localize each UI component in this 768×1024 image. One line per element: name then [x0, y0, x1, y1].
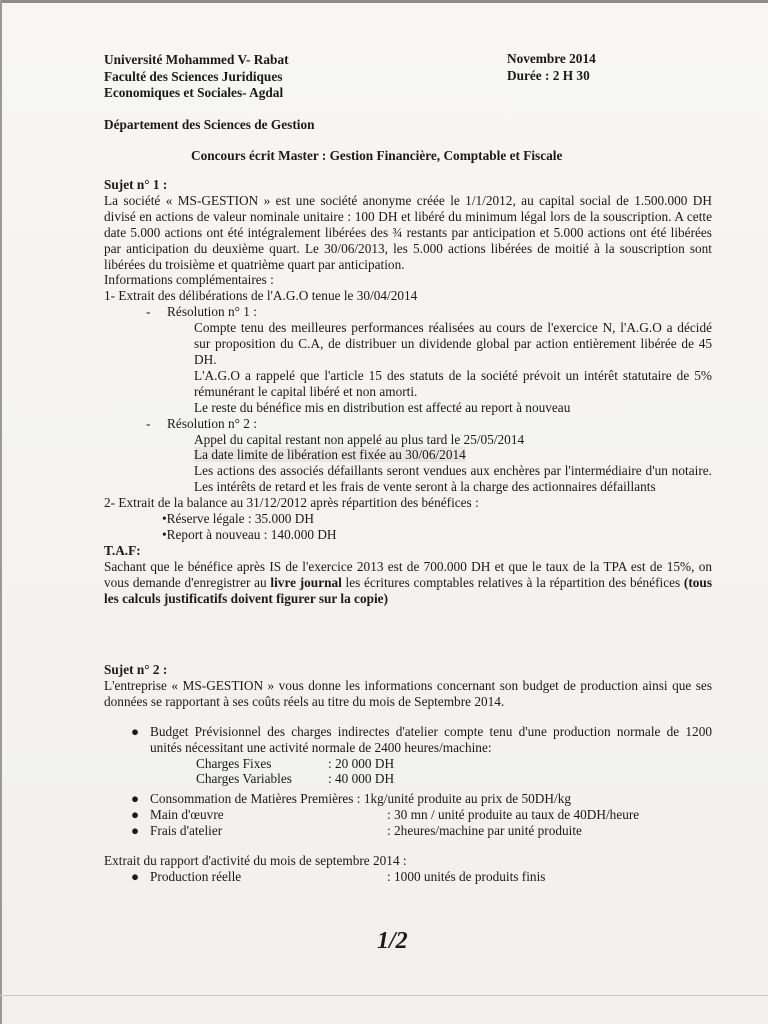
charge-label: Charges Variables	[196, 771, 292, 787]
balance-item: •Report à nouveau : 140.000 DH	[162, 526, 337, 542]
sujet-2-title: Sujet n° 2 :	[104, 662, 168, 677]
item-label: Main d'œuvre	[150, 807, 224, 823]
bullet-icon: ●	[131, 823, 140, 839]
resolution-1-p3: Le reste du bénéfice mis en distribution est affecté au report à nouveau	[194, 399, 571, 415]
list-item	[104, 807, 712, 823]
exam-meta	[507, 51, 596, 84]
resolution-2-p3: Les actions des associés défaillants seront vendues aux enchères par l'intermédiaire d'un notaire. Les intérêts de retard et les frais de vente seront à la charge des actionnaires défaillants	[194, 463, 712, 495]
item-value: 1kg/unité produite au prix de 50DH/kg	[363, 791, 572, 807]
university-line: Faculté des Sciences Juridiques	[104, 68, 283, 84]
item-value: : 1000 unités de produits finis	[387, 868, 546, 884]
sujet-1-intro: La société « MS-GESTION » est une société anonyme créée le 1/1/2012, au capital social de 1.500.000 DH divisé en actions de valeur nominale unitaire : 100 DH et libéré du minimum légal lors de la souscription. A cette date 5.000 actions ont été intégralement libérées des ¾ restants par anticipation et 5.000 actions ont été libérées par anticipation du deuxième quart. Le 30/06/2013, les 5.000 actions libérées de moitié à la souscription sont libérées du troisième et quatrième quart par anticipation.	[104, 192, 712, 272]
university-line: Université Mohammed V- Rabat	[104, 52, 289, 67]
taf-text	[104, 559, 712, 607]
item-value: : 30 mn / unité produite au taux de 40DH/heure	[387, 807, 640, 823]
taf-text-part: Sachant que le bénéfice après IS de l'exercice 2013 est de 700.000 DH et que le taux de la TPA est de 15%, on vous demande d'enregistrer au	[104, 558, 712, 590]
info-title: Informations complémentaires :	[104, 272, 274, 288]
sujet-1-title: Sujet n° 1 :	[104, 177, 168, 192]
charge-value: : 40 000 DH	[328, 771, 395, 787]
list-item	[104, 823, 712, 839]
taf-bold-journal: livre journal	[270, 574, 342, 590]
list-item	[104, 724, 712, 756]
item-label: Production réelle	[150, 868, 242, 884]
sujet-2	[104, 662, 712, 885]
extrait-ago: 1- Extrait des délibérations de l'A.G.O tenue le 30/04/2014	[104, 288, 418, 304]
charge-label: Charges Fixes	[196, 755, 272, 771]
scan-edge-top	[0, 0, 768, 3]
exam-date: Novembre 2014	[507, 51, 596, 66]
list-item	[104, 869, 712, 885]
university-header	[104, 52, 289, 102]
scan-edge-bottom	[0, 995, 768, 996]
resolution-2-p2	[104, 447, 712, 463]
scan-edge-left	[0, 0, 2, 1024]
department-title: Département des Sciences de Gestion	[104, 117, 315, 132]
sujet-2-intro: L'entreprise « MS-GESTION » vous donne les informations concernant son budget de production ainsi que ses données se rapportant à ses coûts réels au titre du mois de Septembre 2014.	[104, 677, 712, 709]
item-label: Consommation de Matières Premières :	[150, 791, 361, 807]
bullet-icon: ●	[131, 723, 140, 739]
resolution-1-p1: Compte tenu des meilleures performances réalisées au cours de l'exercice N, l'A.G.O a décidé sur proposition du C.A, de distribuer un dividende global par action entièrement libérée de 45 DH.	[194, 320, 712, 367]
resolution-2-p1: Appel du capital restant non appelé au plus tard le 25/05/2014	[194, 431, 525, 447]
university-line: Economiques et Sociales- Agdal	[104, 85, 284, 100]
highlighted-text: La date limite de libération est fixée au 30/06/2014	[194, 447, 466, 463]
charge-row	[104, 756, 712, 772]
item-label: Frais d'atelier	[150, 823, 223, 839]
taf-title: T.A.F:	[104, 542, 141, 558]
charge-value: : 20 000 DH	[328, 755, 395, 771]
exam-duration: Durée : 2 H 30	[507, 67, 590, 83]
rapport-extrait: Extrait du rapport d'activité du mois de septembre 2014 :	[104, 853, 407, 869]
concours-title: Concours écrit Master : Gestion Financière, Comptable et Fiscale	[191, 148, 563, 163]
list-item	[104, 791, 712, 807]
taf-text-part: les écritures comptables relatives à la répartition des bénéfices	[341, 574, 684, 590]
taf-bold-note: (tous les calculs justificatifs doivent figurer sur la copie)	[104, 574, 712, 606]
balance-item: •Réserve légale : 35.000 DH	[162, 511, 314, 527]
charge-row	[104, 771, 712, 787]
resolution-1-p2: L'A.G.O a rappelé que l'article 15 des statuts de la société prévoit un intérêt statutaire de 5% rémunérant le capital libéré et non amorti.	[194, 367, 712, 399]
extrait-balance: 2- Extrait de la balance au 31/12/2012 après répartition des bénéfices :	[104, 495, 479, 511]
item-value: : 2heures/machine par unité produite	[387, 823, 582, 839]
bullet-icon: ●	[131, 791, 140, 807]
bullet-icon: ●	[131, 807, 140, 823]
budget-text: Budget Prévisionnel des charges indirectes d'atelier compte tenu d'une production normale de 1200 unités nécessitant une activité normale de 2400 heures/machine:	[150, 723, 712, 755]
page-number: 1/2	[377, 928, 408, 954]
resolution-1-label: - Résolution n° 1 :	[146, 304, 257, 320]
bullet-icon: ●	[131, 868, 140, 884]
sujet-1	[104, 177, 712, 606]
resolution-2-label: - Résolution n° 2 :	[146, 415, 257, 431]
